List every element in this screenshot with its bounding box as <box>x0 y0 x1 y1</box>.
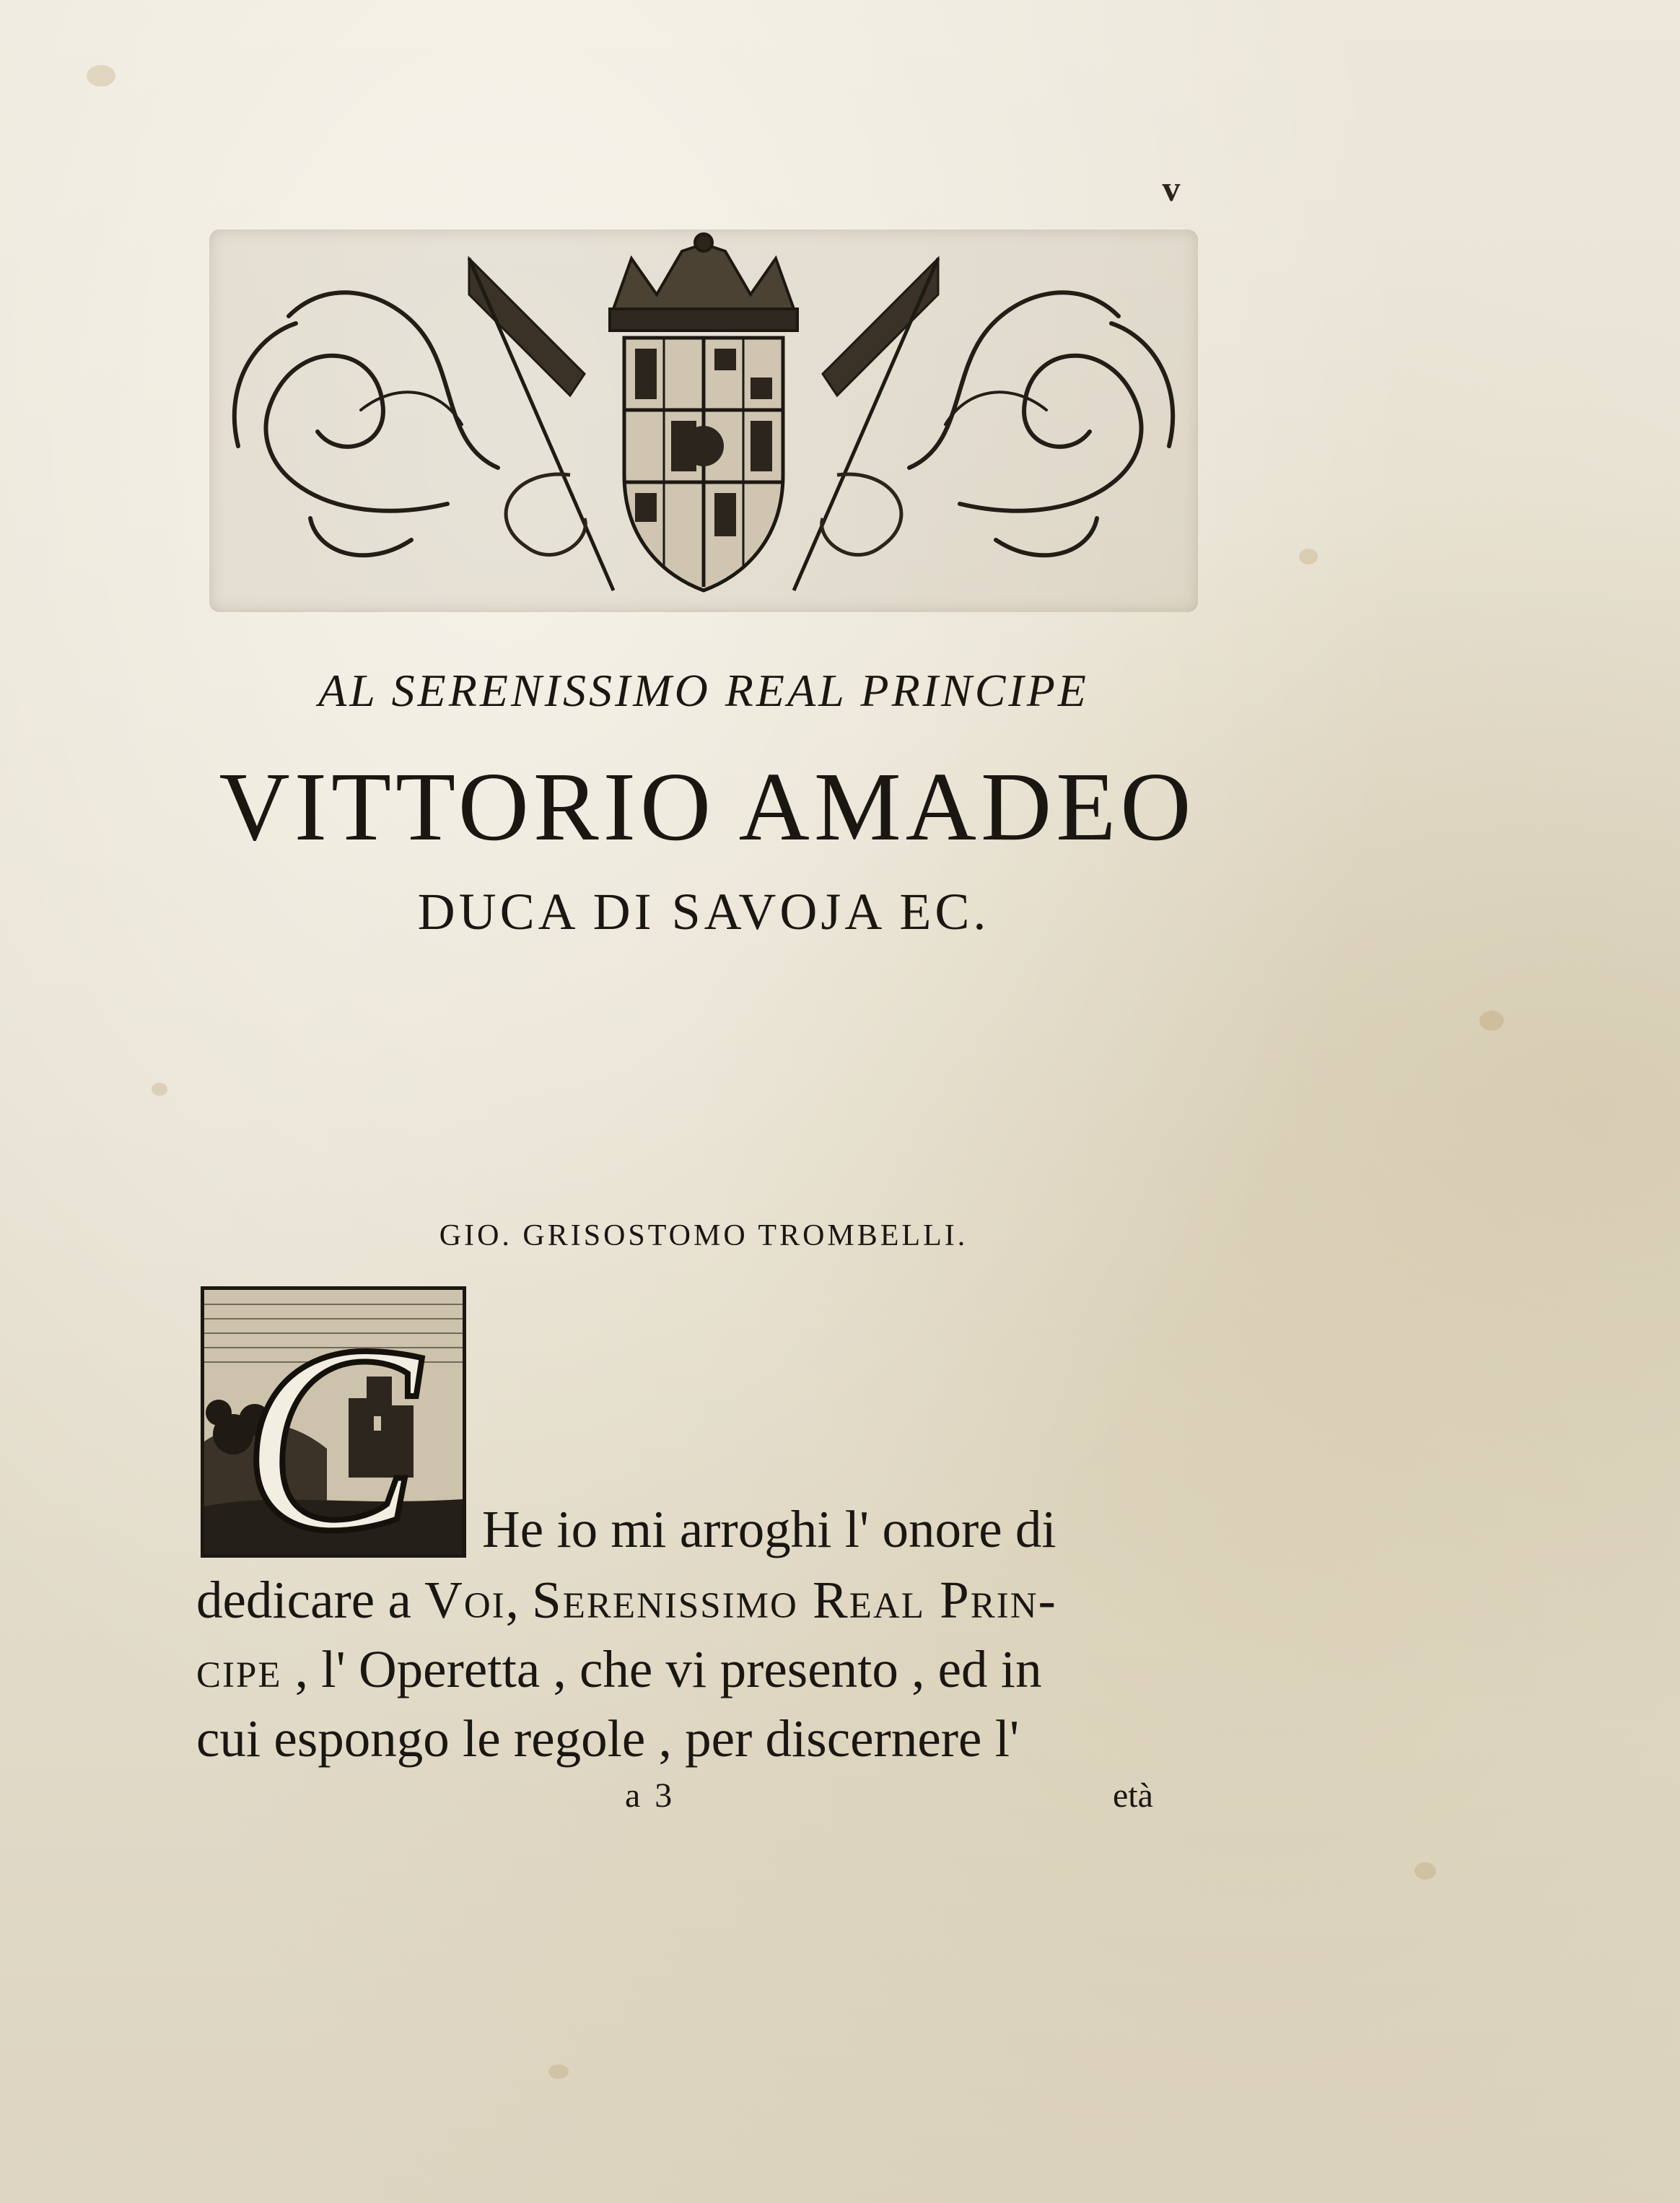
foxing-stain <box>1299 549 1318 564</box>
foxing-stain <box>1479 1011 1504 1031</box>
foxing-stain <box>87 65 115 87</box>
foxing-stain <box>548 2064 569 2079</box>
coat-of-arms-icon <box>209 230 1198 612</box>
author-name: GIO. GRISOSTOMO TROMBELLI. <box>439 1219 968 1252</box>
woodcut-landscape-initial-icon <box>204 1290 463 1554</box>
body-line-2-smallcaps-1: Voi <box>424 1571 506 1629</box>
body-line-3 <box>196 1640 1042 1698</box>
dedication-line: AL SERENISSIMO REAL PRINCIPE <box>318 665 1089 716</box>
body-line-3-text: , l' Operetta , che vi presento , ed in <box>281 1640 1042 1698</box>
coat-of-arms-headpiece <box>209 230 1198 612</box>
foxing-stain <box>1414 1862 1436 1880</box>
page-folio: v <box>1162 168 1181 209</box>
foxing-stain <box>152 1083 167 1096</box>
drop-cap-initial <box>201 1286 466 1558</box>
body-line-4: cui espongo le regole , per discernere l' <box>196 1709 1020 1768</box>
dedicatee-title: DUCA DI SAVOJA EC. <box>417 883 990 941</box>
body-line-2 <box>196 1571 1057 1629</box>
signature-mark: a 3 <box>625 1776 675 1815</box>
catchword: età <box>1113 1776 1153 1815</box>
body-line-2-smallcaps-2: Serenissimo Real Prin- <box>532 1571 1057 1629</box>
body-line-3-smallcaps: cipe <box>196 1640 282 1698</box>
body-line-2-text: dedicare a <box>196 1571 425 1629</box>
body-line-2-comma: , <box>505 1571 533 1629</box>
dedicatee-name: VITTORIO AMADEO <box>219 753 1196 861</box>
drop-cap-letter: C <box>241 1291 420 1554</box>
body-line-1: He io mi arroghi l' onore di <box>482 1500 1056 1558</box>
